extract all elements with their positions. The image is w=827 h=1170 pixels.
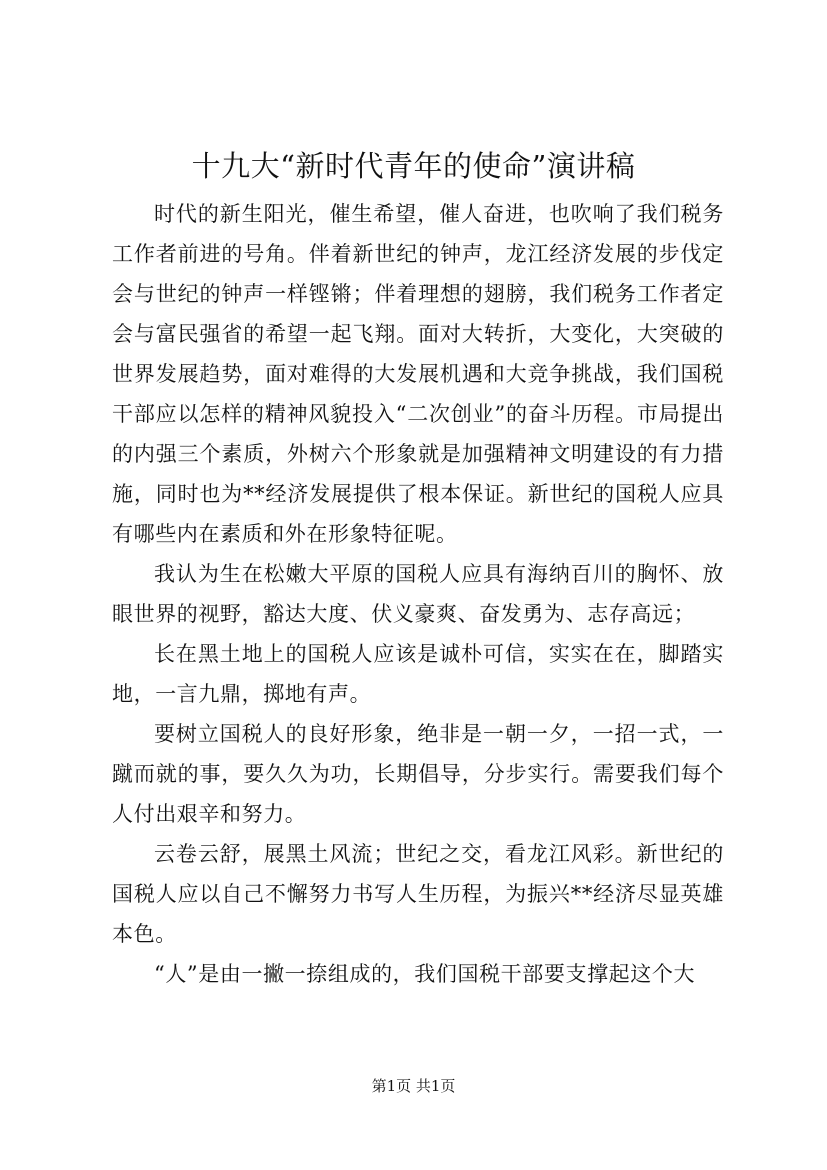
paragraph-3: 长在黑土地上的国税人应该是诚朴可信，实实在在，脚踏实地，一言九鼎，掷地有声。	[112, 642, 724, 706]
paragraph-5: 云卷云舒，展黑土风流；世纪之交，看龙江风彩。新世纪的国税人应以自己不懈努力书写人生历程，为振兴**经济尽显英雄本色。	[112, 842, 724, 946]
paragraph-6: “人”是由一撇一捺组成的，我们国税干部要支撑起这个大	[154, 962, 696, 986]
paragraph-2: 我认为生在松嫩大平原的国税人应具有海纳百川的胸怀、放眼世界的视野，豁达大度、伏义豪爽、奋发勇为、志存高远；	[112, 562, 724, 626]
document-body	[112, 194, 724, 994]
paragraph-4: 要树立国税人的良好形象，绝非是一朝一夕，一招一式，一蹴而就的事，要久久为功，长期倡导，分步实行。需要我们每个人付出艰辛和努力。	[112, 722, 724, 826]
document-title: 十九大“新时代青年的使命”演讲稿	[191, 149, 636, 183]
paragraph-1: 时代的新生阳光，催生希望，催人奋进，也吹响了我们税务工作者前进的号角。伴着新世纪的钟声，龙江经济发展的步伐定会与世纪的钟声一样铿锵；伴着理想的翅膀，我们税务工作者定会与富民强省的希望一起飞翔。面对大转折，大变化，大突破的世界发展趋势，面对难得的大发展机遇和大竞争挑战，我们国税干部应以怎样的精神风貌投入“二次创业”的奋斗历程。市局提出的内强三个素质，外树六个形象就是加强精神文明建设的有力措施，同时也为**经济发展提供了根本保证。新世纪的国税人应具有哪些内在素质和外在形象特征呢。	[112, 202, 724, 546]
page-number-footer: 第1页 共1页	[371, 1077, 456, 1095]
